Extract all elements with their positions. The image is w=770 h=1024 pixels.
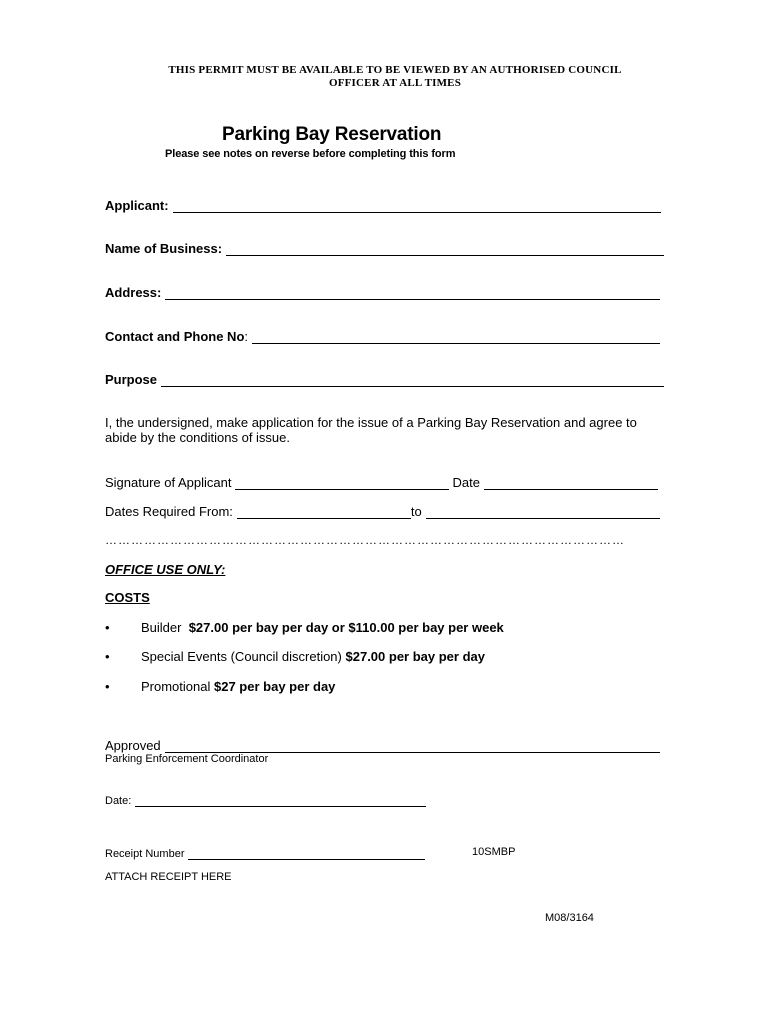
receipt-code: 10SMBP [472,846,516,858]
address-line[interactable] [165,287,660,300]
contact-field[interactable] [105,328,660,344]
contact-label: Contact and Phone No [105,329,245,344]
cost-price: $27.00 per bay per day or $110.00 per bay per week [188,620,504,635]
business-line[interactable] [226,243,664,256]
signature-line[interactable] [235,477,449,490]
cost-item-special-events [105,649,485,664]
cost-item-promotional [105,679,335,694]
cost-label: Special Events (Council discretion) [141,649,342,664]
contact-colon: : [244,329,249,344]
dates-from-label: Dates Required From: [105,504,233,519]
business-field[interactable] [105,240,664,256]
bullet-icon: • [105,649,110,664]
dates-to-label: to [410,504,422,519]
receipt-field[interactable] [105,844,425,860]
signature-label: Signature of Applicant [105,475,232,490]
approved-role: Parking Enforcement Coordinator [105,753,269,765]
cost-label: Promotional [141,679,211,694]
receipt-line[interactable] [188,849,425,860]
address-field[interactable] [105,284,660,300]
purpose-line[interactable] [161,374,664,387]
signature-date-line[interactable] [484,477,658,490]
dates-required-row [105,503,660,519]
office-use-heading: OFFICE USE ONLY: [105,562,226,577]
signature-row [105,474,658,490]
page-title: Parking Bay Reservation [222,124,442,145]
purpose-field[interactable] [105,371,664,387]
business-label: Name of Business: [105,241,223,256]
permit-notice [100,64,690,90]
page-subtitle: Please see notes on reverse before completing this form [165,148,456,160]
applicant-label: Applicant: [105,198,169,213]
attach-receipt-text: ATTACH RECEIPT HERE [105,871,232,883]
cost-price: $27.00 per bay per day [345,649,485,664]
dates-to-line[interactable] [426,506,660,519]
declaration-text: I, the undersigned, make application for the issue of a Parking Bay Reservation and agree to abide by the conditions of issue. [105,415,637,445]
document-reference: M08/3164 [545,912,594,924]
bullet-icon: • [105,679,110,694]
dotted-separator: ………………………………………………………………………………………………………… [105,533,625,547]
date-field[interactable] [105,791,426,807]
applicant-field[interactable] [105,197,661,213]
address-label: Address: [105,285,162,300]
cost-item-builder [105,620,504,635]
permit-notice-line1: THIS PERMIT MUST BE AVAILABLE TO BE VIEWED BY AN AUTHORISED COUNCIL [168,64,622,76]
contact-line[interactable] [252,331,660,344]
cost-price: $27 per bay per day [214,679,336,694]
receipt-label: Receipt Number [105,848,185,860]
purpose-label: Purpose [105,372,158,387]
cost-label: Builder [141,620,182,635]
permit-notice-line2: OFFICER AT ALL TIMES [328,77,462,89]
bullet-icon: • [105,620,110,635]
approved-field[interactable] [105,737,660,753]
dates-from-line[interactable] [237,506,411,519]
applicant-line[interactable] [173,200,661,213]
approved-line[interactable] [165,740,660,753]
date-line[interactable] [135,796,426,807]
signature-date-label: Date [452,475,480,490]
date-label: Date: [105,795,132,807]
costs-heading: COSTS [105,590,150,605]
approved-label: Approved [105,738,161,753]
